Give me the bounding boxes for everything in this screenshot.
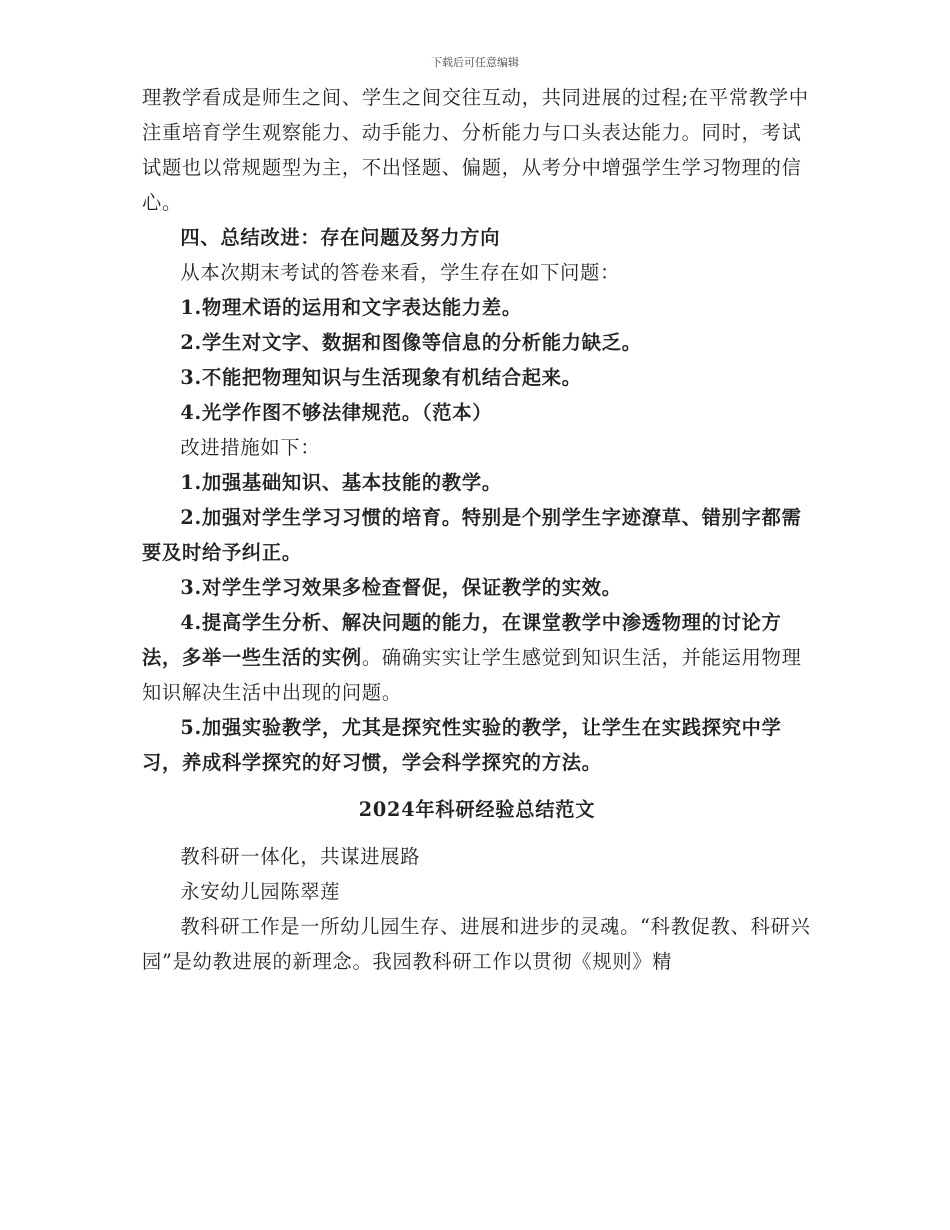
measure-item-3: 3.对学生学习效果多检查督促，保证教学的实效。	[180, 576, 622, 599]
page-header: 下载后可任意编辑	[431, 56, 519, 69]
problem-item-3: 3.不能把物理知识与生活现象有机结合起来。	[180, 366, 582, 389]
measures-intro: 改进措施如下：	[180, 436, 321, 459]
article-subtitle: 教科研一体化，共谋进展路	[180, 845, 421, 868]
measure-item-4-bold: 4.提高学生分析、解决问题的能力，在课堂教学中渗透物理的讨论方法，多举一些生活的实例	[142, 611, 782, 669]
measure-item-5: 5.加强实验教学，尤其是探究性实验的教学，让学生在实践探究中学习，养成科学探究的好习惯，学会科学探究的方法。	[142, 716, 782, 774]
problem-item-2: 2.学生对文字、数据和图像等信息的分析能力缺乏。	[180, 331, 642, 354]
article-author: 永安幼儿园陈翠莲	[180, 880, 341, 903]
article-title: 2024年科研经验总结范文	[358, 798, 596, 821]
problems-intro: 从本次期末考试的答卷来看，学生存在如下问题：	[180, 261, 621, 284]
measure-item-2: 2.加强对学生学习习惯的培育。特别是个别学生字迹潦草、错别字都需要及时给予纠正。	[142, 506, 802, 564]
article-body-paragraph: 教科研工作是一所幼儿园生存、进展和进步的灵魂。“科教促教、科研兴园”是幼教进展的新理念。我园教科研工作以贯彻《规则》精	[142, 915, 811, 973]
paragraph-teaching-continued: 理教学看成是师生之间、学生之间交往互动，共同进展的过程;在平常教学中注重培育学生观察能力、动手能力、分析能力与口头表达能力。同时，考试试题也以常规题型为主，不出怪题、偏题，从考分中增强学生学习物理的信心。	[142, 86, 809, 214]
section-heading-summary: 四、总结改进：存在问题及努力方向	[180, 226, 501, 249]
document-body	[142, 80, 812, 979]
problem-item-1: 1.物理术语的运用和文字表达能力差。	[180, 296, 522, 319]
measure-item-4-normal: 。确确实实让学生感觉到知识生活，并能运用物理知识解决生活中出现的问题。	[142, 646, 802, 704]
problem-item-4: 4.光学作图不够法律规范。（范本）	[180, 401, 493, 424]
measure-item-1: 1.加强基础知识、基本技能的教学。	[180, 471, 502, 494]
measure-item-4	[142, 605, 812, 710]
